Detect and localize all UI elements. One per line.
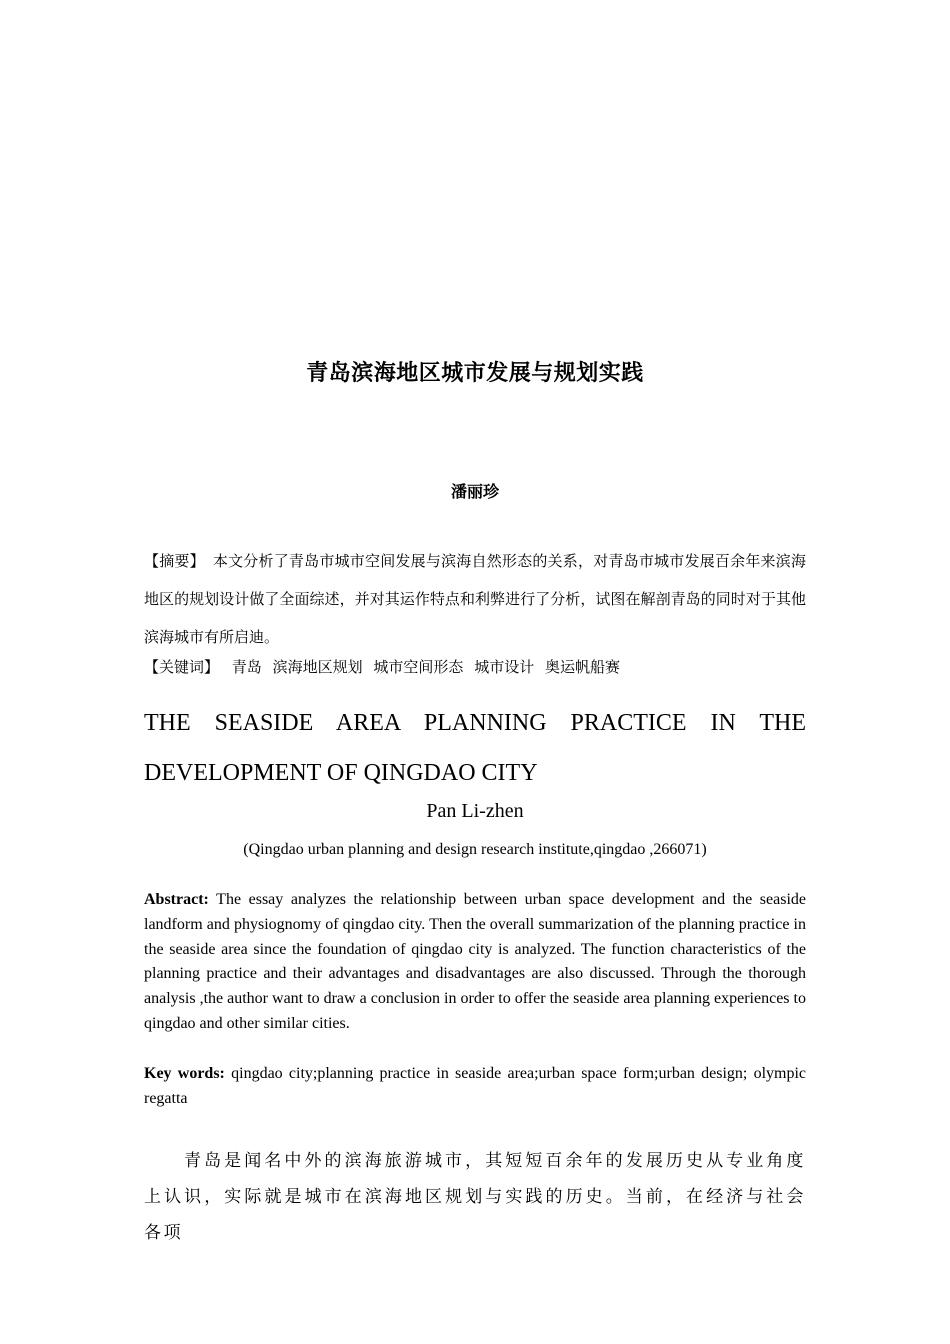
chinese-abstract <box>144 542 806 656</box>
english-author: Pan Li-zhen <box>426 800 524 822</box>
english-abstract-label: Abstract: <box>144 891 209 908</box>
chinese-keyword: 滨海地区规划 <box>272 658 363 676</box>
chinese-keywords <box>144 655 806 679</box>
english-abstract-text: The essay analyzes the relationship between urban space development and the seaside landform and physiognomy of qingdao city. Then the overall summarization of the planning practice in the seaside area since the foundation of qingdao city is analyzed. The function characteristics of the planning practice and their advantages and disadvantages are also discussed. Through the thorough analysis ,the author want to draw a conclusion in order to offer the seaside area planning experiences to qingdao and other similar cities. <box>144 891 806 1032</box>
english-keywords <box>144 1062 806 1112</box>
english-affiliation: (Qingdao urban planning and design research institute,qingdao ,266071) <box>243 841 707 858</box>
chinese-keyword: 青岛 <box>231 658 262 676</box>
body-paragraph: 青岛是闻名中外的滨海旅游城市，其短短百余年的发展历史从专业角度上认识，实际就是城市在滨海地区规划与实践的历史。当前，在经济与社会各项 <box>144 1151 806 1243</box>
english-keywords-label: Key words: <box>144 1065 225 1082</box>
chinese-abstract-label: 【摘要】 <box>144 552 205 570</box>
chinese-title: 青岛滨海地区城市发展与规划实践 <box>306 361 644 386</box>
chinese-keyword: 奥运帆船赛 <box>544 658 620 676</box>
chinese-keywords-label: 【关键词】 <box>144 658 220 676</box>
chinese-author: 潘丽珍 <box>450 482 499 501</box>
chinese-keyword: 城市空间形态 <box>373 658 464 676</box>
english-title: THE SEASIDE AREA PLANNING PRACTICE IN THE DEVELOPMENT OF QINGDAO CITY <box>144 710 806 786</box>
chinese-keyword: 城市设计 <box>474 658 535 676</box>
english-keywords-text: qingdao city;planning practice in seaside area;urban space form;urban design; olympic regatta <box>144 1065 807 1107</box>
english-abstract <box>144 888 806 1037</box>
chinese-abstract-text: 本文分析了青岛市城市空间发展与滨海自然形态的关系，对青岛市城市发展百余年来滨海地区的规划设计做了全面综述，并对其运作特点和利弊进行了分析，试图在解剖青岛的同时对于其他滨海城市有所启迪。 <box>144 552 806 646</box>
